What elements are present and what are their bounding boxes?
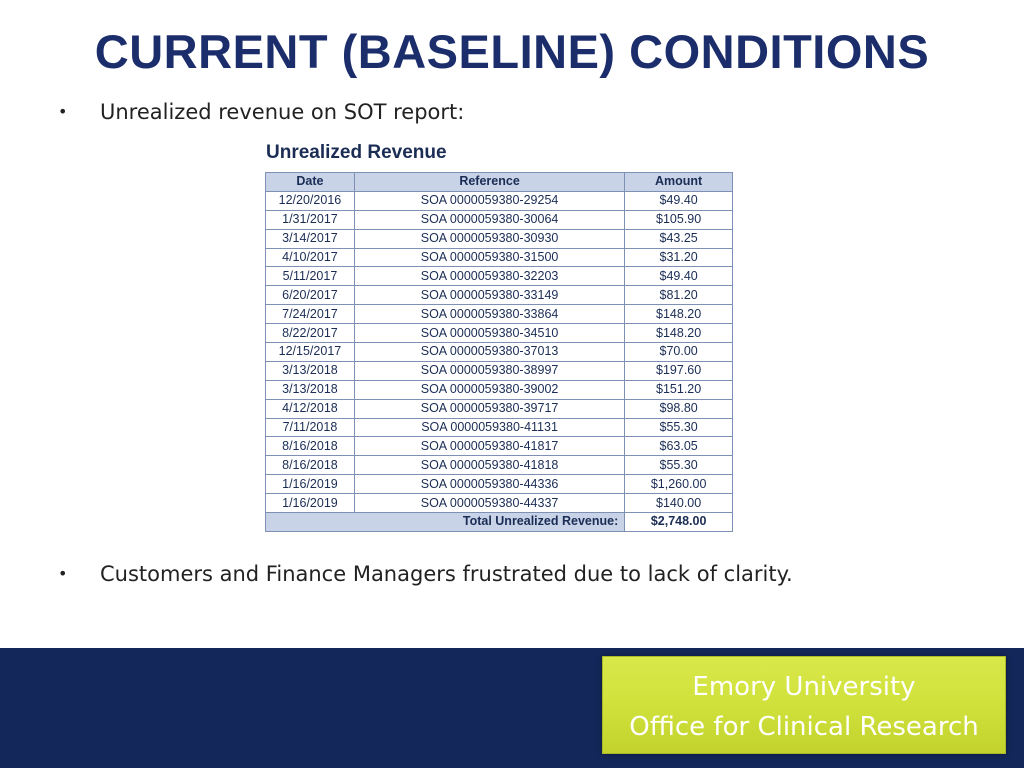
slide-title: CURRENT (BASELINE) CONDITIONS — [94, 25, 930, 78]
cell-date: 4/10/2017 — [266, 248, 355, 267]
cell-reference: SOA 0000059380-33864 — [354, 305, 624, 324]
cell-amount: $55.30 — [625, 456, 733, 475]
table-header-row — [266, 173, 733, 192]
footer-logo-box — [602, 656, 1006, 754]
bullet-unrealized-revenue — [58, 100, 464, 124]
cell-amount: $197.60 — [625, 361, 733, 380]
cell-amount: $148.20 — [625, 305, 733, 324]
cell-date: 4/12/2018 — [266, 399, 355, 418]
cell-reference: SOA 0000059380-31500 — [354, 248, 624, 267]
bullet-marker: • — [58, 102, 68, 121]
table-row — [266, 361, 733, 380]
cell-date: 8/16/2018 — [266, 456, 355, 475]
cell-reference: SOA 0000059380-34510 — [354, 324, 624, 343]
column-header-date: Date — [266, 173, 355, 192]
table-row — [266, 248, 733, 267]
cell-reference: SOA 0000059380-44337 — [354, 494, 624, 513]
table-row — [266, 399, 733, 418]
cell-date: 3/13/2018 — [266, 380, 355, 399]
cell-date: 7/11/2018 — [266, 418, 355, 437]
table-row — [266, 456, 733, 475]
cell-date: 7/24/2017 — [266, 305, 355, 324]
cell-reference: SOA 0000059380-29254 — [354, 191, 624, 210]
cell-reference: SOA 0000059380-38997 — [354, 361, 624, 380]
cell-amount: $49.40 — [625, 191, 733, 210]
cell-date: 8/16/2018 — [266, 437, 355, 456]
table-row — [266, 191, 733, 210]
total-label: Total Unrealized Revenue: — [266, 513, 625, 532]
bullet-customers-frustrated — [58, 562, 793, 586]
cell-amount: $81.20 — [625, 286, 733, 305]
cell-reference: SOA 0000059380-30930 — [354, 229, 624, 248]
cell-date: 12/20/2016 — [266, 191, 355, 210]
cell-date: 5/11/2017 — [266, 267, 355, 286]
cell-amount: $49.40 — [625, 267, 733, 286]
cell-amount: $31.20 — [625, 248, 733, 267]
cell-date: 12/15/2017 — [266, 343, 355, 362]
table-row — [266, 343, 733, 362]
table-row — [266, 380, 733, 399]
cell-reference: SOA 0000059380-30064 — [354, 210, 624, 229]
table-row — [266, 437, 733, 456]
table-row — [266, 418, 733, 437]
table-row — [266, 324, 733, 343]
cell-reference: SOA 0000059380-39002 — [354, 380, 624, 399]
cell-reference: SOA 0000059380-33149 — [354, 286, 624, 305]
cell-amount: $98.80 — [625, 399, 733, 418]
cell-date: 3/14/2017 — [266, 229, 355, 248]
cell-amount: $63.05 — [625, 437, 733, 456]
table-body — [266, 191, 733, 512]
report-title: Unrealized Revenue — [266, 142, 447, 163]
cell-reference: SOA 0000059380-41818 — [354, 456, 624, 475]
cell-amount: $148.20 — [625, 324, 733, 343]
footer-line-2: Office for Clinical Research — [629, 712, 979, 742]
cell-reference: SOA 0000059380-44336 — [354, 475, 624, 494]
cell-amount: $105.90 — [625, 210, 733, 229]
unrealized-revenue-table — [265, 172, 733, 532]
cell-date: 1/16/2019 — [266, 475, 355, 494]
table-row — [266, 229, 733, 248]
cell-amount: $1,260.00 — [625, 475, 733, 494]
cell-amount: $43.25 — [625, 229, 733, 248]
table-total-row — [266, 513, 733, 532]
table-row — [266, 267, 733, 286]
table-row — [266, 475, 733, 494]
cell-amount: $151.20 — [625, 380, 733, 399]
cell-reference: SOA 0000059380-41131 — [354, 418, 624, 437]
cell-date: 6/20/2017 — [266, 286, 355, 305]
cell-date: 1/31/2017 — [266, 210, 355, 229]
bullet-text: Unrealized revenue on SOT report: — [100, 100, 465, 124]
bullet-marker: • — [58, 564, 68, 583]
table-row — [266, 305, 733, 324]
cell-date: 1/16/2019 — [266, 494, 355, 513]
cell-reference: SOA 0000059380-41817 — [354, 437, 624, 456]
table-row — [266, 286, 733, 305]
cell-amount: $55.30 — [625, 418, 733, 437]
cell-date: 3/13/2018 — [266, 361, 355, 380]
cell-amount: $70.00 — [625, 343, 733, 362]
cell-date: 8/22/2017 — [266, 324, 355, 343]
bullet-text: Customers and Finance Managers frustrated due to lack of clarity. — [100, 562, 793, 586]
total-value: $2,748.00 — [625, 513, 733, 532]
cell-reference: SOA 0000059380-39717 — [354, 399, 624, 418]
footer-line-1: Emory University — [692, 672, 916, 702]
cell-reference: SOA 0000059380-32203 — [354, 267, 624, 286]
table-row — [266, 494, 733, 513]
cell-amount: $140.00 — [625, 494, 733, 513]
column-header-reference: Reference — [354, 173, 624, 192]
table-row — [266, 210, 733, 229]
column-header-amount: Amount — [625, 173, 733, 192]
cell-reference: SOA 0000059380-37013 — [354, 343, 624, 362]
